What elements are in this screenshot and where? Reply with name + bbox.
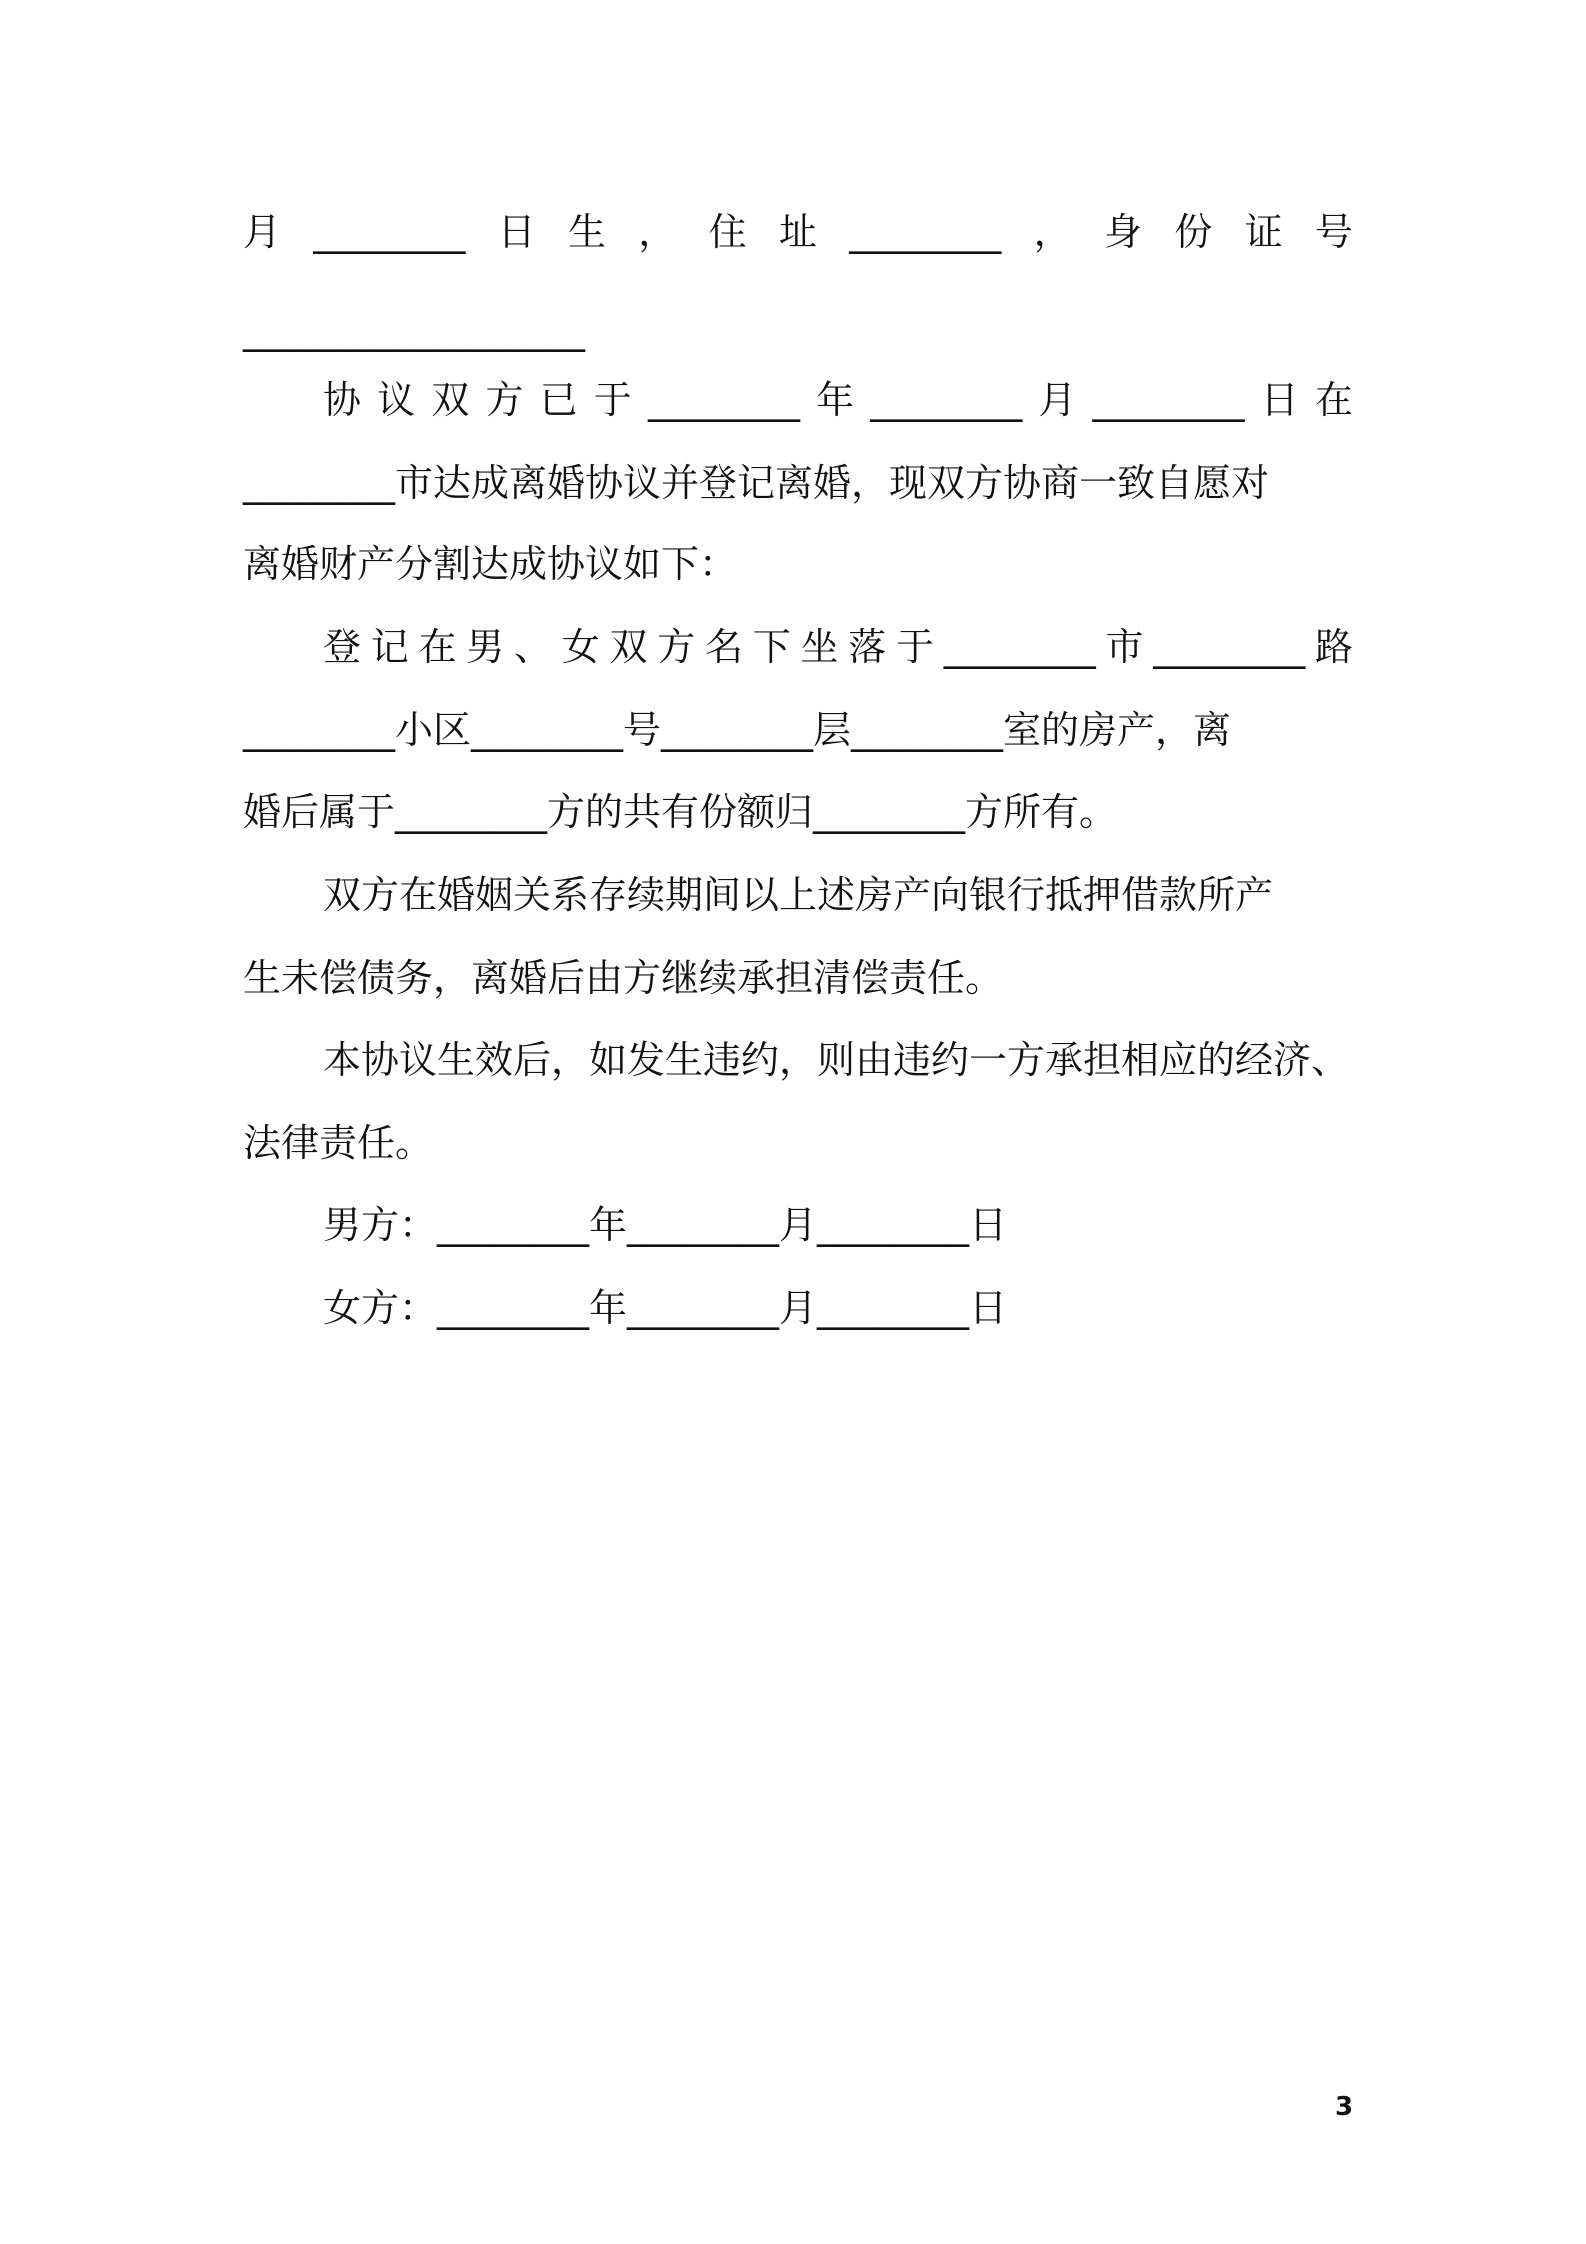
text-fragment: 男 — [466, 625, 505, 669]
text-fragment: 生 — [567, 210, 606, 254]
text-fragment: 址 — [778, 210, 817, 254]
liability-clause-line-1: 本协议生效后，如发生违约，则由违约一方承担相应的经济、 — [323, 1038, 1350, 1082]
text-fragment: 议 — [377, 378, 416, 422]
text-fragment: 已 — [539, 378, 578, 422]
blank-field: ________ — [647, 378, 800, 422]
male-party-signature-line: 男方：________年________月________日 — [323, 1203, 1008, 1247]
text-fragment: 年 — [816, 378, 855, 422]
text-fragment: 月 — [1038, 378, 1077, 422]
text-fragment: 登 — [323, 625, 362, 669]
text-fragment: 方 — [657, 625, 696, 669]
blank-field: ________ — [870, 378, 1023, 422]
text-fragment: 方 — [485, 378, 524, 422]
property-ownership-line: 婚后属于________方的共有份额归________方所有。 — [243, 790, 1118, 834]
text-fragment: 下 — [752, 625, 791, 669]
text-fragment: 住 — [708, 210, 747, 254]
text-fragment: 日 — [1260, 378, 1299, 422]
agreement-body-line: ________市达成离婚协议并登记离婚，现双方协商一致自愿对 — [243, 461, 1270, 505]
text-fragment: ， — [1033, 210, 1072, 254]
debt-clause-line-2: 生未偿债务，离婚后由方继续承担清偿责任。 — [243, 956, 1004, 1000]
text-fragment: 于 — [593, 378, 632, 422]
text-fragment: 双 — [431, 378, 470, 422]
blank-field: ________ — [1092, 378, 1245, 422]
liability-clause-line-2: 法律责任。 — [243, 1121, 434, 1165]
text-fragment: 身 — [1103, 210, 1142, 254]
text-fragment: 在 — [1314, 378, 1353, 422]
agreement-summary-line: 离婚财产分割达成协议如下： — [243, 542, 738, 586]
text-fragment: 日 — [497, 210, 536, 254]
text-fragment: 证 — [1244, 210, 1283, 254]
blank-field: ________ — [313, 210, 466, 254]
property-location-line — [323, 622, 1353, 672]
text-fragment: 号 — [1314, 210, 1353, 254]
property-detail-line: ________小区________号________层________室的房产，离 — [243, 708, 1232, 752]
text-fragment: 记 — [370, 625, 409, 669]
text-fragment: 落 — [848, 625, 887, 669]
id-number-blank-line: __________________ — [243, 308, 585, 352]
text-fragment: 路 — [1314, 625, 1353, 669]
text-fragment: ， — [638, 210, 677, 254]
blank-field: ________ — [849, 210, 1002, 254]
blank-field: ________ — [1153, 625, 1306, 669]
text-fragment: 月 — [243, 210, 282, 254]
blank-field: ________ — [943, 625, 1096, 669]
text-fragment: 坐 — [800, 625, 839, 669]
text-fragment: 份 — [1174, 210, 1213, 254]
text-fragment: 于 — [896, 625, 935, 669]
text-fragment: 市 — [1105, 625, 1144, 669]
text-fragment: 、 — [514, 625, 553, 669]
text-fragment: 名 — [705, 625, 744, 669]
female-party-signature-line: 女方：________年________月________日 — [323, 1286, 1008, 1330]
text-fragment: 协 — [323, 378, 362, 422]
text-fragment: 女 — [561, 625, 600, 669]
text-fragment: 在 — [418, 625, 457, 669]
page-number: 3 — [1335, 2092, 1354, 2122]
text-fragment: 双 — [609, 625, 648, 669]
debt-clause-line-1: 双方在婚姻关系存续期间以上述房产向银行抵押借款所产 — [323, 873, 1274, 917]
agreement-date-line — [323, 375, 1353, 425]
birth-address-id-line — [243, 207, 1353, 257]
